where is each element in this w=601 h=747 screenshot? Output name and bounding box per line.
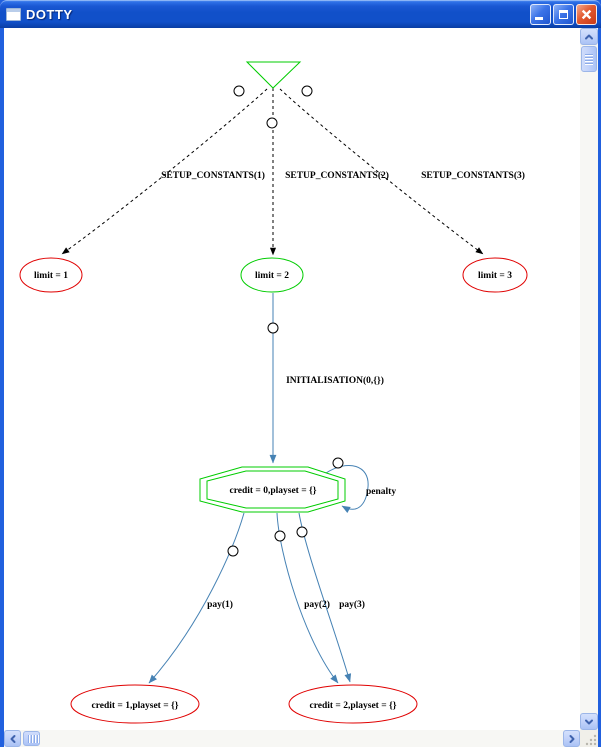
maximize-button[interactable] <box>553 4 574 25</box>
titlebar[interactable] <box>0 0 601 28</box>
graph-canvas[interactable] <box>4 28 580 730</box>
resize-grip[interactable] <box>580 730 598 747</box>
node-label-limit-1: limit = 1 <box>34 271 68 281</box>
edge-pay-3[interactable] <box>299 513 350 682</box>
edge-handle[interactable] <box>297 527 307 537</box>
chevron-right-icon <box>567 734 577 744</box>
thumb-grip <box>28 735 40 743</box>
edge-handle[interactable] <box>302 86 312 96</box>
edge-handle[interactable] <box>268 323 278 333</box>
app-icon <box>6 8 21 21</box>
close-icon <box>581 9 592 20</box>
horizontal-scrollbar[interactable] <box>4 730 580 747</box>
vertical-scroll-track[interactable] <box>580 72 598 713</box>
node-label-credit-2: credit = 2,playset = {} <box>309 701 397 711</box>
edge-label-penalty: penalty <box>366 487 397 497</box>
vertical-scroll-thumb[interactable] <box>581 46 597 72</box>
node-start-invtriangle[interactable] <box>247 62 300 88</box>
window-title: DOTTY <box>26 6 73 22</box>
edge-label-pay-3: pay(3) <box>339 600 365 610</box>
node-label-limit-3: limit = 3 <box>478 271 512 281</box>
scroll-up-button[interactable] <box>580 28 598 45</box>
minimize-icon <box>535 17 543 20</box>
scroll-right-button[interactable] <box>563 730 580 747</box>
edge-label-setup-constants-3: SETUP_CONSTANTS(3) <box>421 171 525 181</box>
maximize-icon <box>559 10 568 19</box>
horizontal-scroll-track[interactable] <box>40 730 563 747</box>
edge-pay-1[interactable] <box>149 513 244 683</box>
close-button[interactable] <box>576 4 597 25</box>
node-label-limit-2: limit = 2 <box>255 271 289 281</box>
scroll-down-button[interactable] <box>580 713 598 730</box>
grip-dots-icon <box>584 733 598 747</box>
edge-handle[interactable] <box>228 546 238 556</box>
edge-handle[interactable] <box>333 458 343 468</box>
chevron-left-icon <box>8 734 18 744</box>
edge-label-setup-constants-1: SETUP_CONSTANTS(1) <box>161 171 265 181</box>
edge-label-pay-1: pay(1) <box>207 600 233 610</box>
titlebar-buttons <box>530 4 597 25</box>
scroll-left-button[interactable] <box>4 730 21 747</box>
chevron-up-icon <box>584 32 594 42</box>
graph-svg <box>4 28 580 730</box>
chevron-down-icon <box>584 717 594 727</box>
edge-handle[interactable] <box>234 86 244 96</box>
node-label-credit-1: credit = 1,playset = {} <box>91 701 179 711</box>
horizontal-scroll-thumb[interactable] <box>23 731 40 746</box>
edge-pay-2[interactable] <box>277 513 338 683</box>
node-label-credit-0: credit = 0,playset = {} <box>229 486 317 496</box>
thumb-grip <box>585 54 593 66</box>
edge-handle[interactable] <box>275 531 285 541</box>
minimize-button[interactable] <box>530 4 551 25</box>
edge-handle[interactable] <box>267 118 277 128</box>
edge-label-initialisation: INITIALISATION(0,{}) <box>286 376 384 386</box>
vertical-scrollbar[interactable] <box>580 28 598 730</box>
edge-label-setup-constants-2: SETUP_CONSTANTS(2) <box>285 171 389 181</box>
edge-label-pay-2: pay(2) <box>304 600 330 610</box>
